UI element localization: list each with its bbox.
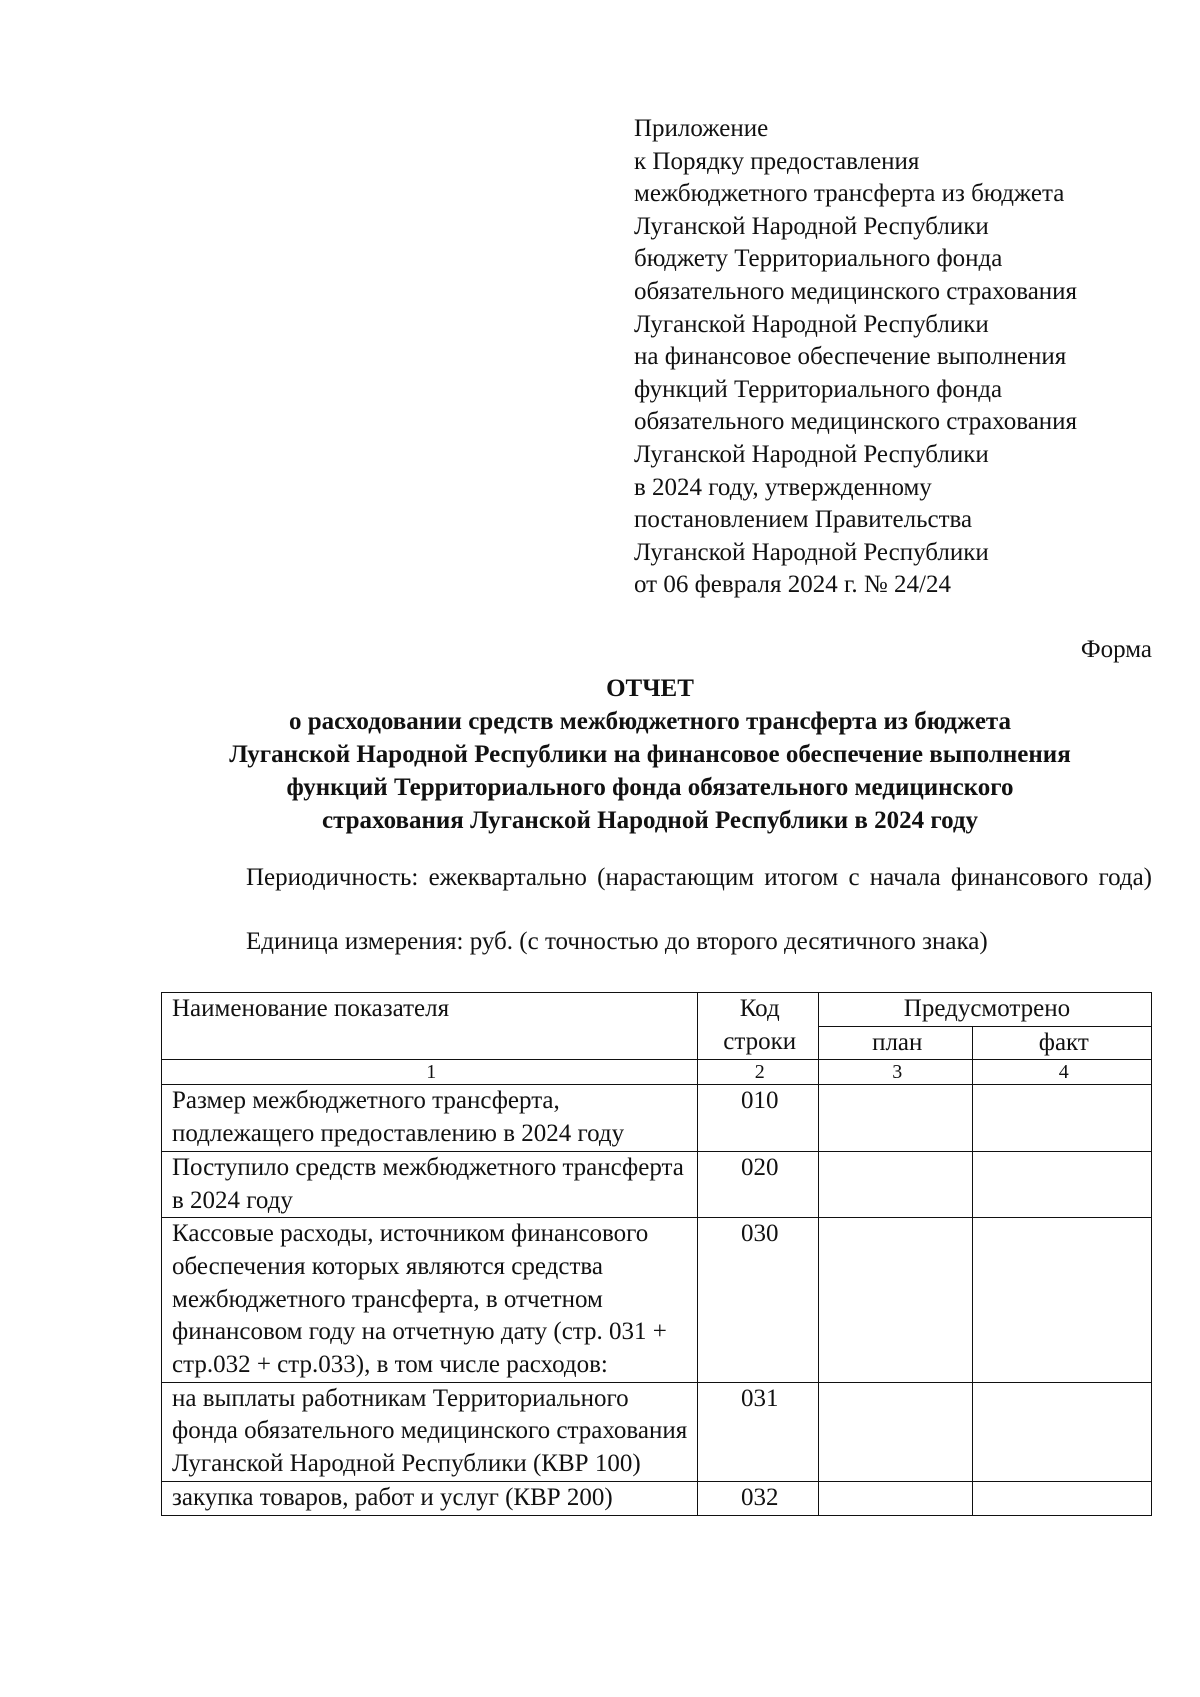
header-provided: Предусмотрено xyxy=(818,993,1151,1027)
appendix-line: к Порядку предоставления xyxy=(634,147,920,175)
appendix-line: обязательного медицинского страхования xyxy=(634,408,1078,436)
report-title-line: функций Территориального фонда обязательного медицинского xyxy=(286,774,1014,801)
appendix-line: функций Территориального фонда xyxy=(634,375,1003,403)
header-code-line: строки xyxy=(723,1027,797,1055)
header-code-line: Код xyxy=(739,995,780,1022)
row-plan[interactable] xyxy=(818,1151,972,1217)
row-plan[interactable] xyxy=(818,1218,972,1383)
appendix-line: Приложение xyxy=(634,115,769,142)
report-title-line: страхования Луганской Народной Республики в 2024 году xyxy=(321,807,979,834)
appendix-line: бюджету Территориального фонда xyxy=(634,245,1003,273)
row-fact[interactable] xyxy=(972,1151,1151,1217)
appendix-line: Луганской Народной Республики xyxy=(634,310,989,338)
unit-text: Единица измерения: руб. (с точностью до второго десятичного знака) xyxy=(246,928,988,955)
table-row xyxy=(162,1382,1152,1481)
appendix-line: на финансовое обеспечение выполнения xyxy=(634,343,1067,371)
row-fact[interactable] xyxy=(972,1218,1151,1383)
appendix-block xyxy=(634,113,1077,602)
column-number: 3 xyxy=(818,1060,972,1085)
report-title-line: Луганской Народной Республики на финансовое обеспечение выполнения xyxy=(229,741,1071,768)
appendix-line: обязательного медицинского страхования xyxy=(634,277,1078,305)
form-label: Форма xyxy=(1080,636,1152,663)
row-fact[interactable] xyxy=(972,1382,1151,1481)
appendix-line: в 2024 году, утвержденному xyxy=(634,473,932,501)
report-heading: ОТЧЕТ xyxy=(606,675,694,702)
periodicity-text: Периодичность: ежеквартально (нарастающим итогом с начала финансового года) xyxy=(246,864,1152,891)
report-table xyxy=(161,992,1152,1516)
table-row xyxy=(162,1218,1152,1383)
appendix-line: межбюджетного трансферта из бюджета xyxy=(634,180,1065,208)
column-number: 4 xyxy=(972,1060,1151,1085)
header-plan: план xyxy=(818,1026,972,1060)
row-plan[interactable] xyxy=(818,1382,972,1481)
column-number: 2 xyxy=(697,1060,818,1085)
appendix-line: постановлением Правительства xyxy=(634,506,973,534)
column-number: 1 xyxy=(162,1060,698,1085)
table-row xyxy=(162,1085,1152,1151)
row-plan[interactable] xyxy=(818,1085,972,1151)
row-name: Кассовые расходы, источником финансового обеспечения которых являются средства межбюджетного трансферта, в отчетном финансовом году на отчетную дату (стр. 031 + стр.032 + стр.033), в том числе расходов: xyxy=(162,1218,698,1383)
header-code xyxy=(697,993,818,1060)
appendix-line: от 06 февраля 2024 г. № 24/24 xyxy=(634,571,951,599)
appendix-line: Луганской Народной Республики xyxy=(634,538,989,566)
row-code: 010 xyxy=(697,1085,818,1151)
row-name: закупка товаров, работ и услуг (КВР 200) xyxy=(162,1481,698,1515)
row-code: 031 xyxy=(697,1382,818,1481)
table-header-row xyxy=(162,993,1152,1027)
row-name: на выплаты работникам Территориального фонда обязательного медицинского страхования Луганской Народной Республики (КВР 100) xyxy=(162,1382,698,1481)
row-code: 020 xyxy=(697,1151,818,1217)
row-code: 030 xyxy=(697,1218,818,1383)
report-title-line: о расходовании средств межбюджетного трансферта из бюджета xyxy=(288,708,1012,735)
header-fact: факт xyxy=(972,1026,1151,1060)
appendix-line: Луганской Народной Республики xyxy=(634,440,989,468)
table-row xyxy=(162,1151,1152,1217)
header-name: Наименование показателя xyxy=(162,993,698,1060)
column-number-row xyxy=(162,1060,1152,1085)
row-plan[interactable] xyxy=(818,1481,972,1515)
row-fact[interactable] xyxy=(972,1085,1151,1151)
row-name: Поступило средств межбюджетного трансферта в 2024 году xyxy=(162,1151,698,1217)
row-fact[interactable] xyxy=(972,1481,1151,1515)
row-name: Размер межбюджетного трансферта, подлежащего предоставлению в 2024 году xyxy=(162,1085,698,1151)
report-title xyxy=(150,672,1150,837)
table-row xyxy=(162,1481,1152,1515)
appendix-line: Луганской Народной Республики xyxy=(634,212,989,240)
row-code: 032 xyxy=(697,1481,818,1515)
